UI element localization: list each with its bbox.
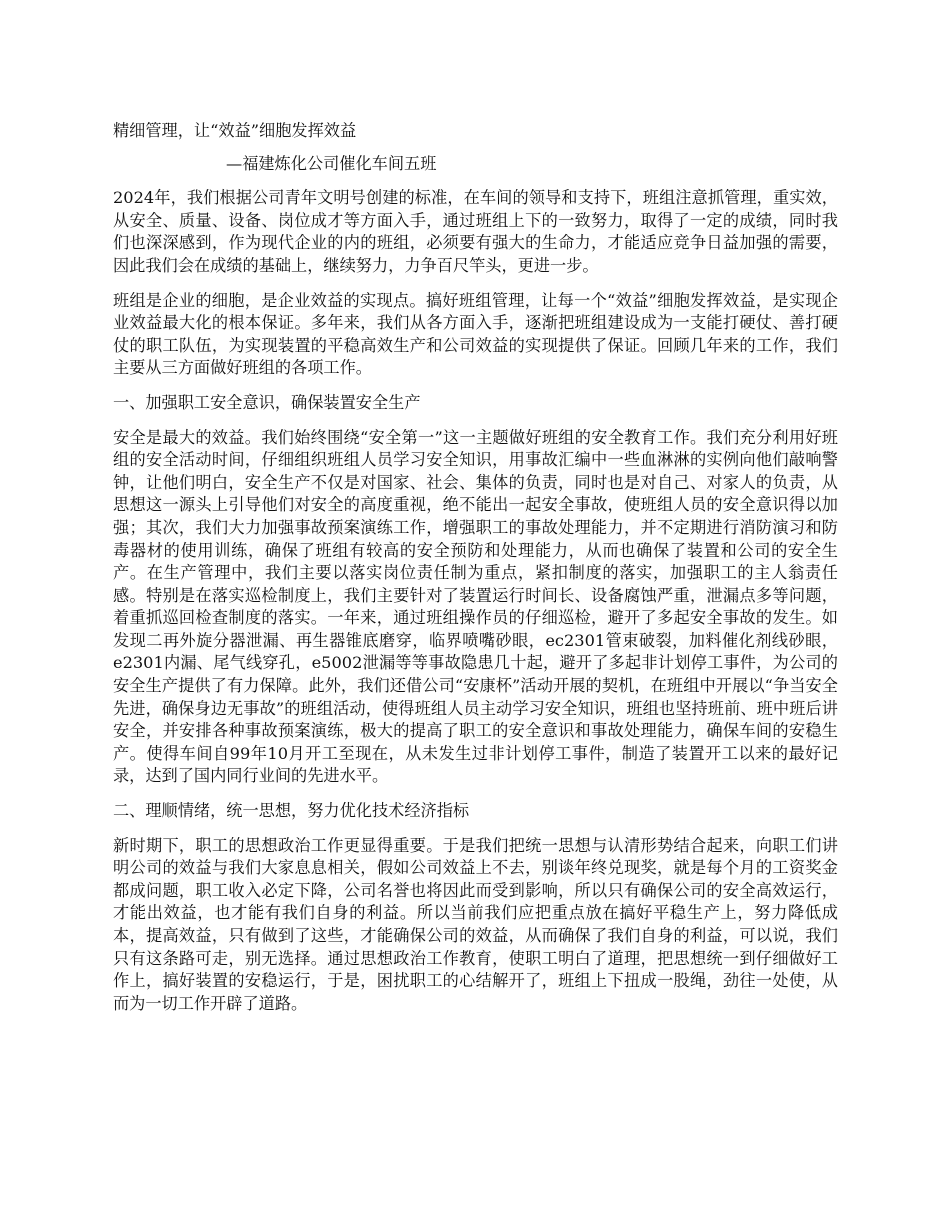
overview-paragraph: 班组是企业的细胞，是企业效益的实现点。搞好班组管理，让每一个“效益”细胞发挥效益，是实现企业效益最大化的根本保证。多年来，我们从各方面入手，逐渐把班组建设成为一支能打硬仗、善打硬仗的职工队伍，为实现装置的平稳高效生产和公司效益的实现提供了保证。回顾几年来的工作，我们主要从三方面做好班组的各项工作。 — [113, 290, 838, 378]
document-page — [113, 120, 838, 1027]
section-heading-safety: 一、加强职工安全意识，确保装置安全生产 — [113, 392, 421, 412]
document-title: 精细管理，让“效益”细胞发挥效益 — [113, 121, 357, 140]
document-subtitle: —福建炼化公司催化车间五班 — [226, 153, 437, 173]
thinking-paragraph: 新时期下，职工的思想政治工作更显得重要。于是我们把统一思想与认清形势结合起来，向职工们讲明公司的效益与我们大家息息相关，假如公司效益上不去，别谈年终兑现奖，就是每个月的工资奖金都成问题，职工收入必定下降，公司名誉也将因此而受到影响，所以只有确保公司的安全高效运行，才能出效益，也才能有我们自身的利益。所以当前我们应把重点放在搞好平稳生产上，努力降低成本，提高效益，只有做到了这些，才能确保公司的效益，从而确保了我们自身的利益，可以说，我们只有这条路可走，别无选择。通过思想政治工作教育，使职工明白了道理，把思想统一到仔细做好工作上，搞好装置的安稳运行，于是，困扰职工的心结解开了，班组上下扭成一股绳，劲往一处使，从而为一切工作开辟了道路。 — [113, 835, 838, 1013]
intro-paragraph: 2024年，我们根据公司青年文明号创建的标准，在车间的领导和支持下，班组注意抓管理，重实效，从安全、质量、设备、岗位成才等方面入手，通过班组上下的一致努力，取得了一定的成绩，同时我们也深深感到，作为现代企业的内的班组，必须要有强大的生命力，才能适应竞争日益加强的需要，因此我们会在成绩的基础上，继续努力，力争百尺竿头，更进一步。 — [113, 188, 838, 275]
section-heading-thinking: 二、理顺情绪，统一思想，努力优化技术经济指标 — [113, 801, 470, 821]
safety-paragraph: 安全是最大的效益。我们始终围绕“安全第一”这一主题做好班组的安全教育工作。我们充分利用好班组的安全活动时间，仔细组织班组人员学习安全知识，用事故汇编中一些血淋淋的实例向他们敲响警钟，让他们明白，安全生产不仅是对国家、社会、集体的负责，同时也是对自己、对家人的负责，从思想这一源头上引导他们对安全的高度重视，绝不能出一起安全事故，使班组人员的安全意识得以加强；其次，我们大力加强事故预案演练工作，增强职工的事故处理能力，并不定期进行消防演习和防毒器材的使用训练，确保了班组有较高的安全预防和处理能力，从而也确保了装置和公司的安全生产。在生产管理中，我们主要以落实岗位责任制为重点，紧扣制度的落实，加强职工的主人翁责任感。特别是在落实巡检制度上，我们主要针对了装置运行时间长、设备腐蚀严重，泄漏点多等问题，着重抓巡回检查制度的落实。一年来，通过班组操作员的仔细巡检，避开了多起安全事故的发生。如发现二再外旋分器泄漏、再生器锥底磨穿，临界喷嘴砂眼，ec2301管束破裂，加料催化剂线砂眼，e2301内漏、尾气线穿孔，e5002泄漏等等事故隐患几十起，避开了多起非计划停工事件，为公司的安全生产提供了有力保障。此外，我们还借公司“安康杯”活动开展的契机，在班组中开展以“争当安全先进，确保身边无事故”的班组活动，使得班组人员主动学习安全知识，班组也坚持班前、班中班后讲安全，并安排各种事故预案演练，极大的提高了职工的安全意识和事故处理能力，确保车间的安稳生产。使得车间自99年10月开工至现在，从未发生过非计划停工事件，制造了装置开工以来的最好记录，达到了国内同行业间的先进水平。 — [113, 427, 838, 786]
